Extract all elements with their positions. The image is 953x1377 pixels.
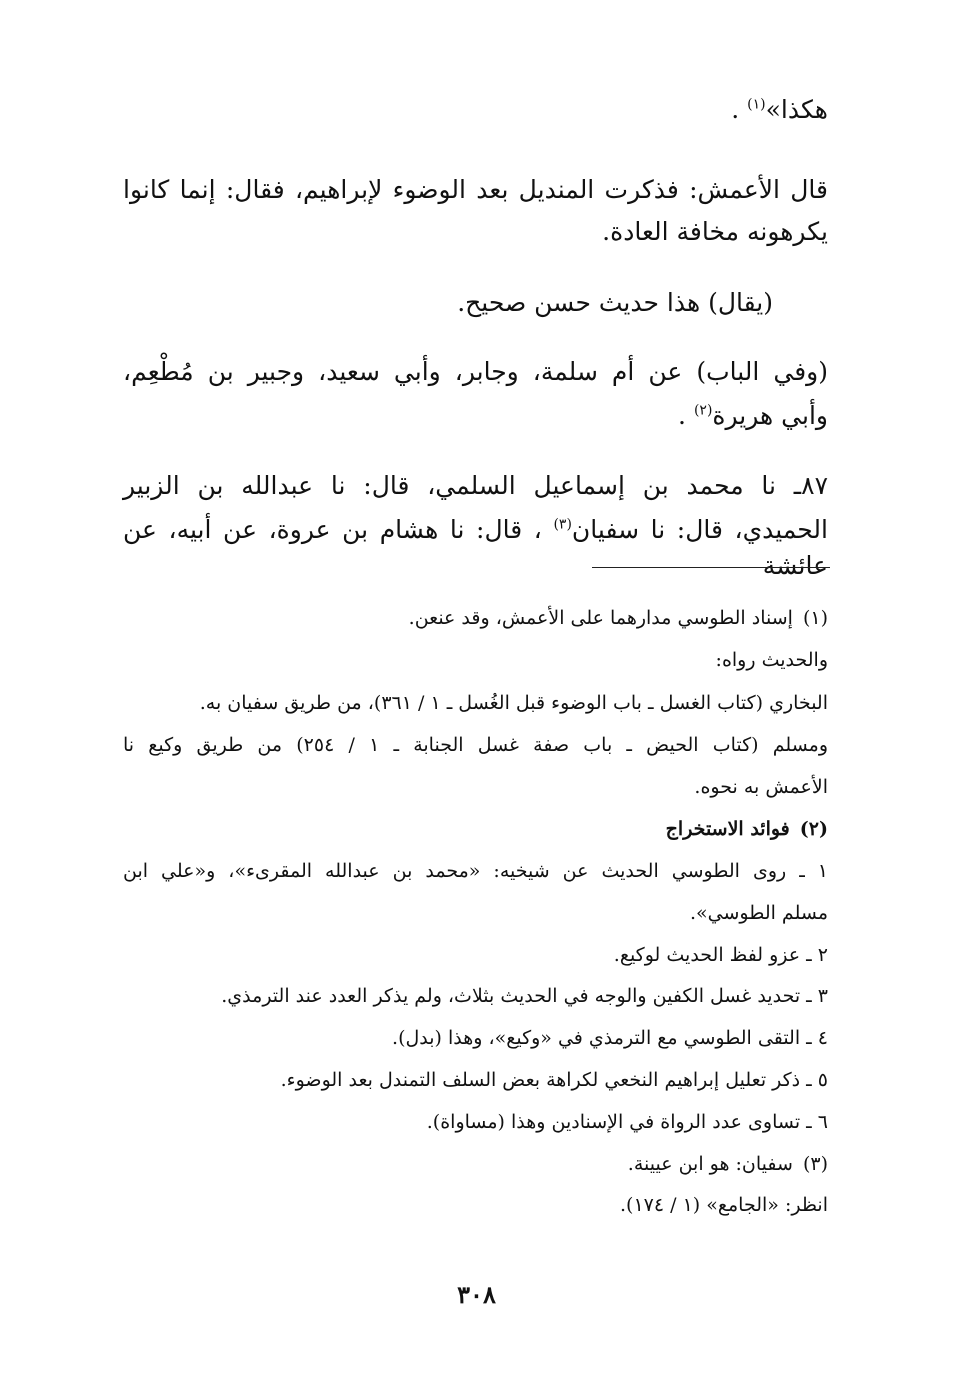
text-span: هكذا» — [765, 95, 828, 124]
text-span: إسناد الطوسي مدارهما على الأعمش، وقد عنعن. — [408, 607, 793, 629]
footnote-number: (١) — [802, 607, 828, 629]
footnote-3-line: انظر: «الجامع» (١ / ١٧٤). — [620, 1194, 828, 1216]
text-span: ، قال: نا هشام بن عروة، عن أبيه، عن عائشة — [123, 515, 828, 580]
footnote-2-item: ١ ـ روى الطوسي الحديث عن شيخيه: «محمد بن عبدالله المقرىء»، و«علي ابن — [123, 860, 828, 882]
text-span: سفيان: هو ابن عيينة. — [627, 1153, 793, 1175]
footnote-2-item: ٢ ـ عزو لفظ الحديث لوكيع. — [613, 944, 828, 966]
footnote-2-item: مسلم الطوسي». — [690, 902, 828, 924]
text-span: الحميدي، قال: نا سفيان — [571, 515, 828, 544]
footnote-1-line: البخاري (كتاب الغسل ـ باب الوضوء قبل الغُسل ـ ١ / ٣٦١)، من طريق سفيان به. — [199, 692, 828, 714]
footnote-2-heading — [123, 814, 828, 844]
footnote-2-item: ٤ ـ التقى الطوسي مع الترمذي في «وكيع»، وهذا (بدل). — [392, 1027, 828, 1049]
footnote-2-item: ٥ ـ ذكر تعليل إبراهيم النخعي لكراهة بعض السلف التمندل بعد الوضوء. — [280, 1069, 828, 1091]
page-number: ٣٠٨ — [457, 1280, 496, 1309]
footnote-1-line: ومسلم (كتاب الحيض ـ باب صفة غسل الجنابة ـ ١ / ٢٥٤) من طريق وكيع نا — [123, 734, 828, 756]
hadith-line: ٨٧ـ نا محمد بن إسماعيل السلمي، قال: نا عبدالله بن الزبير — [123, 471, 828, 500]
paragraph-line: يكرهونه مخافة العادة. — [602, 217, 828, 246]
footnote-ref-2[interactable]: (٢) — [693, 402, 713, 419]
footnote-divider — [592, 567, 830, 568]
paragraph-line — [123, 398, 828, 434]
footnote-title: فوائد الاستخراج — [665, 818, 790, 840]
footnote-ref-1[interactable]: (١) — [747, 96, 766, 113]
footnote-ref-3[interactable]: (٣) — [553, 516, 572, 533]
paragraph-line: قال الأعمش: فذكرت المنديل بعد الوضوء لإبراهيم، فقال: إنما كانوا — [123, 175, 828, 204]
footnote-2-item: ٣ ـ تحديد غسل الكفين والوجه في الحديث بثلاث، ولم يذكر العدد عند الترمذي. — [221, 985, 828, 1007]
footnote-number: (٣) — [802, 1153, 828, 1175]
paragraph-line: (وفي الباب) عن أم سلمة، وجابر، وأبي سعيد، وجبير بن مُطْعِم، — [123, 357, 828, 386]
footnote-1-line: الأعمش به نحوه. — [694, 776, 828, 798]
paragraph-continuation — [123, 92, 828, 128]
footnote-1-line: والحديث رواه: — [715, 649, 828, 671]
text-span: . — [731, 95, 748, 124]
hadith-line — [123, 512, 828, 584]
footnote-1-line — [123, 603, 828, 633]
footnote-3-line — [123, 1149, 828, 1179]
text-span: . — [678, 401, 694, 430]
footnote-2-item: ٦ ـ تساوى عدد الرواة في الإسنادين وهذا (مساواة). — [426, 1111, 828, 1133]
footnote-number: (٢) — [799, 818, 828, 840]
text-span: وأبي هريرة — [712, 401, 828, 430]
paragraph-line: (يقال) هذا حديث حسن صحيح. — [457, 288, 773, 317]
